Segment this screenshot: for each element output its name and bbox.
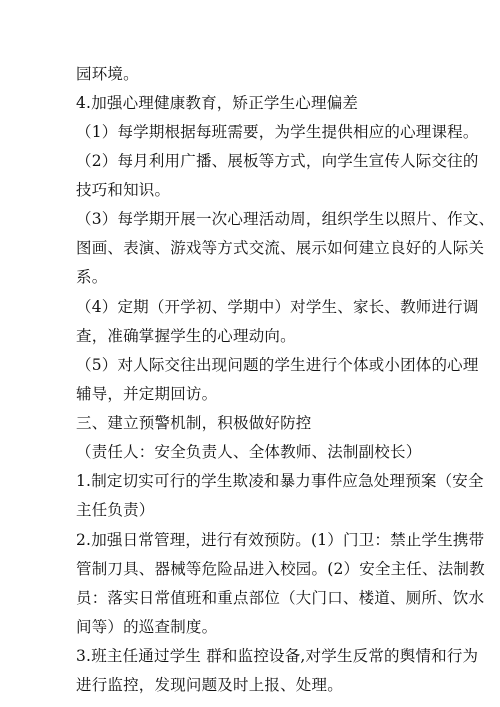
section-heading: 三、建立预警机制，积极做好防控 xyxy=(76,414,312,432)
text-line: 技巧和知识。 xyxy=(76,181,171,199)
text-line: 进行监控，发现问题及时上报、处理。 xyxy=(76,676,343,694)
text-line: 员：落实日常值班和重点部位（大门口、楼道、厕所、饮水 xyxy=(76,589,485,607)
text-line: 间等）的巡查制度。 xyxy=(76,618,218,636)
text-line: （责任人：安全负责人、全体教师、法制副校长） xyxy=(76,443,422,461)
text-line: （3）每学期开展一次心理活动周，组织学生以照片、作文、 xyxy=(76,210,495,228)
text-line: 园环境。 xyxy=(76,65,139,83)
text-line: 查，准确掌握学生的心理动向。 xyxy=(76,327,296,345)
text-line: （1）每学期根据每班需要，为学生提供相应的心理课程。 xyxy=(76,123,479,141)
text-line: 2.加强日常管理，进行有效预防。(1）门卫：禁止学生携带 xyxy=(76,531,485,549)
text-line: （5）对人际交往出现问题的学生进行个体或小团体的心理 xyxy=(76,356,479,374)
text-line: 系。 xyxy=(76,268,108,286)
text-line: （4）定期（开学初、学期中）对学生、家长、教师进行调 xyxy=(76,298,479,316)
text-line: 3.班主任通过学生 群和监控设备,对学生反常的舆情和行为 xyxy=(76,647,479,665)
text-line: 主任负责） xyxy=(76,501,155,519)
text-line: 图画、表演、游戏等方式交流、展示如何建立良好的人际关 xyxy=(76,239,485,257)
text-line: 辅导，并定期回访。 xyxy=(76,385,218,403)
text-line: 1.制定切实可行的学生欺凌和暴力事件应急处理预案（安全 xyxy=(76,472,484,490)
section-heading: 4.加强心理健康教育，矫正学生心理偏差 xyxy=(76,94,359,112)
text-line: （2）每月利用广播、展板等方式，向学生宣传人际交往的 xyxy=(76,152,479,170)
text-line: 管制刀具、器械等危险品进入校园。(2）安全主任、法制教 xyxy=(76,560,485,578)
